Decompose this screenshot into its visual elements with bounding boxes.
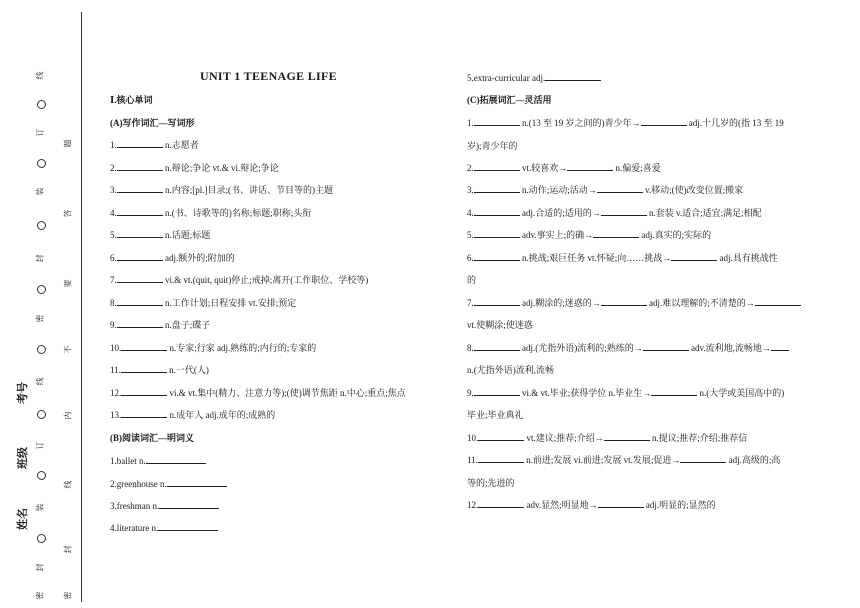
answer-blank[interactable] — [474, 387, 520, 396]
vocab-item — [110, 297, 296, 309]
notice-mark: 线 — [63, 480, 73, 489]
item-text: n.工作计划;日程安排 vt.安排;预定 — [165, 298, 297, 308]
line-text: 等的;先进的 — [467, 478, 515, 488]
item-text: n.志愿者 — [165, 140, 199, 150]
vocab-item — [467, 72, 601, 84]
item-number: 9. — [110, 320, 117, 330]
vocab-item — [110, 229, 210, 241]
vocab-item — [110, 184, 333, 196]
item-text: n.盘子;碟子 — [165, 320, 211, 330]
line-text: v.移动;(使)改变位置;搬家 — [642, 185, 744, 195]
item-number: 10. — [110, 343, 122, 353]
answer-blank[interactable] — [671, 252, 717, 261]
notice-mark: 不 — [63, 345, 73, 354]
answer-blank[interactable] — [598, 499, 644, 508]
vocab-item — [110, 364, 209, 376]
line-text: n.动作;运动;活动→ — [519, 185, 597, 195]
line-text: adj.难以理解的;不清楚的→ — [646, 298, 755, 308]
vocab-line — [467, 162, 661, 174]
line-text: 9. — [467, 388, 474, 398]
vocab-line — [467, 477, 515, 489]
line-text: 6. — [467, 253, 474, 263]
vocab-line — [467, 342, 789, 354]
line-text: vt.较喜欢→ — [519, 163, 568, 173]
line-text: vi.& vt.毕业;获得学位 n.毕业生→ — [519, 388, 652, 398]
line-text: 10. — [467, 433, 479, 443]
answer-blank[interactable] — [680, 454, 726, 463]
seal-mark: 密 — [35, 591, 45, 600]
answer-blank[interactable] — [604, 432, 650, 441]
vocab-item — [110, 387, 406, 399]
vocab-item — [110, 139, 199, 151]
item-number: 1. — [110, 140, 117, 150]
line-text: 8. — [467, 343, 474, 353]
subsection-b-heading: (B)阅读词汇—明词义 — [110, 433, 194, 443]
line-text: n.前进;发展 vi.前进;发展 vt.发展;促进→ — [523, 455, 681, 465]
line-text: n.套装 v.适合;适宜;满足;相配 — [646, 208, 762, 218]
line-text: adj.真实的;实际的 — [639, 230, 712, 240]
notice-mark: 题 — [63, 139, 73, 148]
seal-mark: 装 — [35, 187, 45, 196]
seal-mark: 线 — [35, 377, 45, 386]
answer-blank[interactable] — [159, 500, 219, 509]
vocab-line — [467, 409, 524, 421]
seal-mark: 订 — [35, 441, 45, 450]
line-text: adj.十几岁的(指 13 至 19 — [686, 118, 784, 128]
item-text: 4.literature n. — [110, 523, 159, 533]
line-text: n.偏爱;喜爱 — [613, 163, 661, 173]
item-text: n.(书、诗歌等的)名称;标题;职称;头衔 — [165, 208, 312, 218]
answer-blank[interactable] — [601, 207, 647, 216]
line-text: adj.(尤指外语)流利的;熟练的→ — [519, 343, 643, 353]
vocab-line — [467, 387, 784, 399]
notice-mark: 密 — [63, 591, 73, 600]
item-number: 6. — [110, 253, 117, 263]
answer-blank[interactable] — [474, 229, 520, 238]
vocab-line — [467, 499, 716, 511]
item-text: 2.greenhouse n. — [110, 479, 167, 489]
answer-blank[interactable] — [117, 162, 163, 171]
item-text: n.一代(人) — [169, 365, 209, 375]
answer-blank[interactable] — [167, 478, 227, 487]
item-text: n.内容;[pl.]目录;(书、讲话、节目等的)主题 — [165, 185, 333, 195]
line-text: n.提议;推荐;介绍;推荐信 — [649, 433, 748, 443]
line-text: vt.建议;推荐;介绍→ — [524, 433, 604, 443]
line-text: n.挑战;艰巨任务 vt.怀疑;向……挑战→ — [519, 253, 672, 263]
seal-mark: 装 — [35, 503, 45, 512]
item-number: 4. — [110, 208, 117, 218]
vocab-line — [467, 364, 554, 376]
item-number: 11. — [110, 365, 121, 375]
answer-blank[interactable] — [121, 364, 167, 373]
vocab-item — [110, 478, 227, 490]
answer-blank[interactable] — [146, 455, 206, 464]
line-text: vt.使糊涂;使迷惑 — [467, 320, 533, 330]
answer-blank[interactable] — [121, 409, 167, 418]
line-text: 的 — [467, 275, 477, 285]
item-text: n.辩论;争论 vt.& vi.辩论;争论 — [165, 163, 279, 173]
vocab-line — [467, 274, 476, 286]
answer-blank[interactable] — [771, 342, 789, 351]
hole-circle — [37, 159, 46, 168]
vocab-line — [467, 229, 711, 241]
line-text: 2. — [467, 163, 474, 173]
line-text: 岁);青少年的 — [467, 141, 518, 151]
seal-mark: 封 — [35, 563, 45, 572]
hole-circle — [37, 221, 46, 230]
answer-blank[interactable] — [601, 297, 647, 306]
hole-circle — [37, 285, 46, 294]
vocab-line — [467, 184, 743, 196]
answer-blank[interactable] — [597, 184, 643, 193]
answer-blank[interactable] — [117, 297, 163, 306]
item-number: 5. — [110, 230, 117, 240]
seal-mark: 订 — [35, 128, 45, 137]
item-number: 12. — [110, 388, 122, 398]
line-text: adj.具有挑战性 — [717, 253, 778, 263]
hole-circle — [37, 471, 46, 480]
item-number: 7. — [110, 275, 117, 285]
vocab-item — [110, 162, 279, 174]
line-text: 5. — [467, 230, 474, 240]
line-text: 毕业;毕业典礼 — [467, 410, 524, 420]
answer-blank[interactable] — [121, 387, 167, 396]
answer-blank[interactable] — [641, 117, 687, 126]
answer-blank[interactable] — [158, 522, 218, 531]
vocab-item — [110, 522, 218, 534]
section-heading: Ⅰ.核心单词 — [110, 95, 153, 105]
notice-mark: 内 — [63, 411, 73, 420]
hole-circle — [37, 410, 46, 419]
answer-blank[interactable] — [545, 72, 601, 81]
answer-blank[interactable] — [474, 252, 520, 261]
answer-blank[interactable] — [478, 499, 524, 508]
answer-blank[interactable] — [478, 432, 524, 441]
answer-blank[interactable] — [755, 297, 801, 306]
line-text: 3. — [467, 185, 474, 195]
answer-blank[interactable] — [117, 207, 163, 216]
line-text: adv.事实上;的确→ — [519, 230, 594, 240]
answer-blank[interactable] — [651, 387, 697, 396]
vocab-item — [110, 455, 206, 467]
vocab-line — [467, 432, 747, 444]
name-label: 姓名 — [16, 508, 29, 530]
vocab-item — [110, 274, 368, 286]
answer-blank[interactable] — [121, 342, 167, 351]
line-text: 11. — [467, 455, 478, 465]
answer-blank[interactable] — [474, 117, 520, 126]
answer-blank[interactable] — [593, 229, 639, 238]
subsection-c-heading: (C)拓展词汇—灵活用 — [467, 95, 552, 105]
line-text: adj.明显的;显然的 — [643, 500, 716, 510]
vocab-item — [110, 252, 235, 264]
item-text: 1.ballet n. — [110, 456, 146, 466]
item-text: vi.& vt.集中(精力、注意力等);(使)调节焦距 n.中心;重点;焦点 — [169, 388, 406, 398]
answer-blank[interactable] — [474, 162, 520, 171]
hole-circle — [37, 534, 46, 543]
answer-blank[interactable] — [474, 184, 520, 193]
vocab-item — [110, 342, 316, 354]
item-text: n.成年人 adj.成年的;成熟的 — [169, 410, 276, 420]
item-number: 13. — [110, 410, 122, 420]
line-text: adj.高级的;高 — [726, 455, 781, 465]
line-text: n.(大学或美国高中的) — [697, 388, 785, 398]
seal-mark: 线 — [35, 71, 45, 80]
item-text: n.话题;标题 — [165, 230, 211, 240]
seal-mark: 封 — [35, 254, 45, 263]
notice-mark: 要 — [63, 279, 73, 288]
answer-blank[interactable] — [474, 207, 520, 216]
answer-blank[interactable] — [117, 274, 163, 283]
vocab-line — [467, 319, 533, 331]
notice-mark: 答 — [63, 209, 73, 218]
line-text: adj.合适的;适用的→ — [519, 208, 601, 218]
answer-blank[interactable] — [117, 319, 163, 328]
hole-circle — [37, 345, 46, 354]
vocab-line — [467, 252, 778, 264]
line-text: 4. — [467, 208, 474, 218]
answer-blank[interactable] — [478, 454, 524, 463]
line-text: n.(13 至 19 岁之间的)青少年→ — [519, 118, 641, 128]
hole-circle — [37, 100, 46, 109]
answer-blank[interactable] — [643, 342, 689, 351]
vocab-item — [110, 409, 275, 421]
answer-blank[interactable] — [117, 252, 163, 261]
exam-number-label: 考号 — [16, 382, 29, 404]
binding-rule — [81, 12, 82, 602]
unit-title: UNIT 1 TEENAGE LIFE — [200, 69, 337, 83]
notice-mark: 封 — [63, 545, 73, 554]
item-number: 3. — [110, 185, 117, 195]
item-text: n.专家;行家 adj.熟练的;内行的;专家的 — [169, 343, 317, 353]
item-text: 3.freshman n. — [110, 501, 160, 511]
vocab-line — [467, 207, 762, 219]
line-text: 12. — [467, 500, 479, 510]
line-text: n.(尤指外语)流利,流畅 — [467, 365, 554, 375]
seal-mark: 密 — [35, 314, 45, 323]
item-text: 5.extra-curricular adj. — [467, 73, 546, 83]
answer-blank[interactable] — [567, 162, 613, 171]
item-number: 2. — [110, 163, 117, 173]
vocab-line — [467, 454, 780, 466]
item-number: 8. — [110, 298, 117, 308]
answer-blank[interactable] — [474, 342, 520, 351]
vocab-item — [110, 207, 311, 219]
vocab-line — [467, 140, 518, 152]
line-text: 7. — [467, 298, 474, 308]
vocab-line — [467, 297, 801, 309]
answer-blank[interactable] — [117, 229, 163, 238]
item-text: adj.额外的;附加的 — [165, 253, 235, 263]
line-text: adv.显然;明显地→ — [524, 500, 598, 510]
answer-blank[interactable] — [117, 139, 163, 148]
line-text: 1. — [467, 118, 474, 128]
answer-blank[interactable] — [474, 297, 520, 306]
vocab-line — [467, 117, 784, 129]
class-label: 班级 — [16, 447, 29, 469]
answer-blank[interactable] — [117, 184, 163, 193]
subsection-a-heading: (A)写作词汇—写词形 — [110, 118, 195, 128]
line-text: adv.流利地,流畅地→ — [688, 343, 771, 353]
item-text: vi.& vt.(quit, quit)停止;戒掉;离开(工作职位、学校等) — [165, 275, 369, 285]
vocab-item — [110, 500, 219, 512]
line-text: adj.糊涂的;迷惑的→ — [519, 298, 601, 308]
vocab-item — [110, 319, 210, 331]
